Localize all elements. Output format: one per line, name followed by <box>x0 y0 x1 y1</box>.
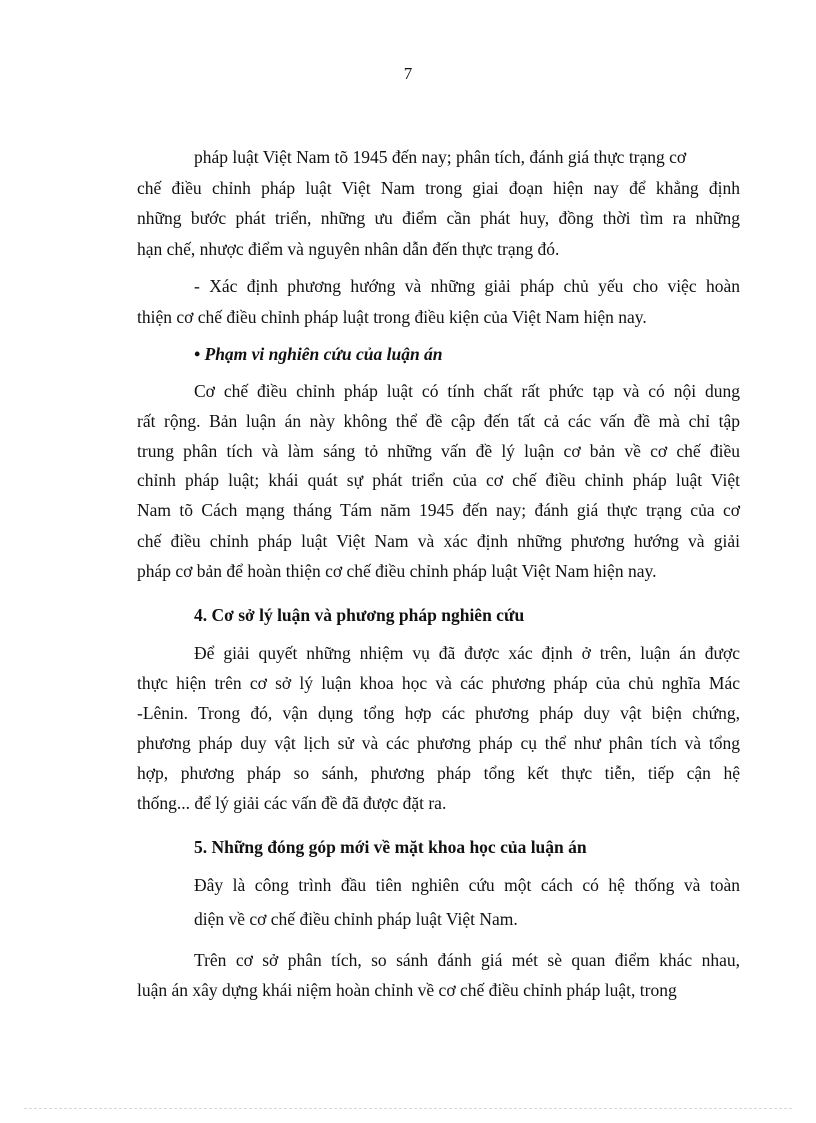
paragraph-line: Trên cơ sở phân tích, so sánh đánh giá mét sè quan điểm khác nhau, <box>194 950 740 970</box>
paragraph-line: chỉnh pháp luật; khái quát sự phát triển của cơ chế điều chỉnh pháp luật Việt <box>137 470 740 490</box>
paragraph-line: thiện cơ chế điều chỉnh pháp luật trong điều kiện của Việt Nam hiện nay. <box>137 307 647 327</box>
paragraph-line: luận án xây dựng khái niệm hoàn chỉnh về cơ chế điều chỉnh pháp luật, trong <box>137 980 677 1000</box>
paragraph-line: diện về cơ chế điều chỉnh pháp luật Việt Nam. <box>194 909 518 929</box>
paragraph-line: chế điều chỉnh pháp luật Việt Nam trong giai đoạn hiện nay để khẳng định <box>137 178 740 198</box>
paragraph-line: pháp luật Việt Nam tõ 1945 đến nay; phân tích, đánh giá thực trạng cơ <box>194 147 687 167</box>
section-heading-4: 4. Cơ sở lý luận và phương pháp nghiên cứu <box>194 605 525 625</box>
paragraph-line: trung phân tích và làm sáng tỏ những vấn đề lý luận cơ bản về cơ chế điều <box>137 441 740 461</box>
footer-rule <box>24 1108 792 1109</box>
section-heading-scope: • Phạm vi nghiên cứu của luận án <box>194 344 443 364</box>
section-heading-5: 5. Những đóng góp mới về mặt khoa học của luận án <box>194 837 587 857</box>
paragraph-line: -Lênin. Trong đó, vận dụng tổng hợp các phương pháp duy vật biện chứng, <box>137 703 740 723</box>
paragraph-line: pháp cơ bản để hoàn thiện cơ chế điều chỉnh pháp luật Việt Nam hiện nay. <box>137 561 657 581</box>
paragraph-line: thống... để lý giải các vấn đề đã được đặt ra. <box>137 793 447 813</box>
page-number: 7 <box>403 64 413 83</box>
paragraph-line: chế điều chỉnh pháp luật Việt Nam và xác định những phương hướng và giải <box>137 531 740 551</box>
paragraph-line: những bước phát triển, những ưu điểm cần phát huy, đồng thời tìm ra những <box>137 208 740 228</box>
paragraph-line: Cơ chế điều chỉnh pháp luật có tính chất rất phức tạp và có nội dung <box>194 381 740 401</box>
paragraph-line: rất rộng. Bản luận án này không thể đề cập đến tất cả các vấn đề mà chỉ tập <box>137 411 740 431</box>
paragraph-line: hợp, phương pháp so sánh, phương pháp tổng kết thực tiễn, tiếp cận hệ <box>137 763 740 783</box>
paragraph-line: thực hiện trên cơ sở lý luận khoa học và các phương pháp của chủ nghĩa Mác <box>137 673 740 693</box>
paragraph-line: Đây là công trình đầu tiên nghiên cứu một cách có hệ thống và toàn <box>194 875 740 895</box>
paragraph-line: Để giải quyết những nhiệm vụ đã được xác định ở trên, luận án được <box>194 643 740 663</box>
paragraph-line: hạn chế, nhược điểm và nguyên nhân dẫn đến thực trạng đó. <box>137 239 560 259</box>
paragraph-line: - Xác định phương hướng và những giải pháp chủ yếu cho việc hoàn <box>194 276 740 296</box>
paragraph-line: Nam tõ Cách mạng tháng Tám năm 1945 đến nay; đánh giá thực trạng của cơ <box>137 500 740 520</box>
paragraph-line: phương pháp duy vật lịch sử và các phương pháp cụ thể như phân tích và tổng <box>137 733 740 753</box>
